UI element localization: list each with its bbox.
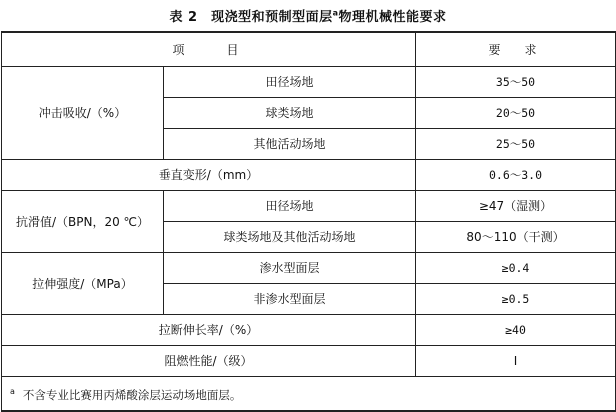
- tensile-value-0: ≥0.4: [416, 253, 616, 284]
- impact-sub-1: 球类场地: [164, 98, 416, 129]
- table-row: [2, 346, 616, 377]
- flame-value: Ⅰ: [416, 346, 616, 377]
- flame-label: 阻燃性能/（级）: [2, 346, 416, 377]
- table-row: [2, 160, 616, 191]
- deform-label: 垂直变形/（mm）: [2, 160, 416, 191]
- slip-sub-1: 球类场地及其他活动场地: [164, 222, 416, 253]
- impact-sub-0: 田径场地: [164, 67, 416, 98]
- tensile-sub-0: 渗水型面层: [164, 253, 416, 284]
- impact-sub-2: 其他活动场地: [164, 129, 416, 160]
- slip-value-1: 80～110（干测）: [416, 222, 616, 253]
- table-row: [2, 253, 616, 284]
- table-row: [2, 67, 616, 98]
- table-row: [2, 315, 616, 346]
- impact-value-2: 25～50: [416, 129, 616, 160]
- table-title: [0, 6, 616, 25]
- slip-label: 抗滑值/（BPN，20 ℃）: [2, 191, 164, 253]
- slip-sub-0: 田径场地: [164, 191, 416, 222]
- tensile-label: 拉伸强度/（MPa）: [2, 253, 164, 315]
- requirements-table: [1, 31, 616, 412]
- table-title-tail: 物理机械性能要求: [338, 10, 447, 25]
- elong-label: 拉断伸长率/（%）: [2, 315, 416, 346]
- table-title-text: 表 2 现浇型和预制型面层: [169, 10, 333, 25]
- table-row: [2, 191, 616, 222]
- impact-label: 冲击吸收/（%）: [2, 67, 164, 160]
- footnote-mark: a: [10, 387, 15, 397]
- elong-value: ≥40: [416, 315, 616, 346]
- tensile-sub-1: 非渗水型面层: [164, 284, 416, 315]
- table-header-row: [2, 32, 616, 67]
- footnote: [2, 377, 616, 412]
- tensile-value-1: ≥0.5: [416, 284, 616, 315]
- impact-value-1: 20～50: [416, 98, 616, 129]
- impact-value-0: 35～50: [416, 67, 616, 98]
- header-requirement: 要 求: [416, 32, 616, 67]
- header-item: 项 目: [2, 32, 416, 67]
- title-footnote-mark: a: [332, 8, 339, 18]
- footnote-row: [2, 377, 616, 412]
- deform-value: 0.6～3.0: [416, 160, 616, 191]
- slip-value-0: ≥47（湿测）: [416, 191, 616, 222]
- footnote-text: 不含专业比赛用丙烯酸涂层运动场地面层。: [22, 387, 242, 402]
